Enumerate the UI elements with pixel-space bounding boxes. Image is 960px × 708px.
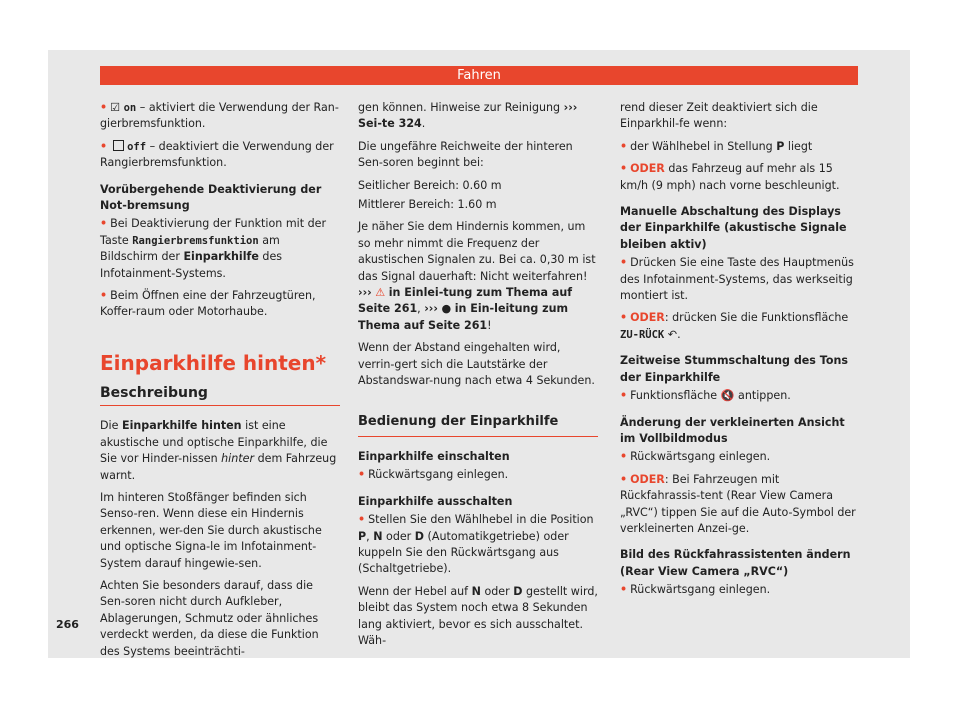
bullet: • ODER: drücken Sie die Funktionsfläche ZU-RÜCK ↶. [620,311,849,341]
paragraph: Je näher Sie dem Hindernis kommen, um so mehr nimmt die Frequenz der akustischen Signalen zu. Bei ca. 0,30 m ist das Signal dauerhaft: Nicht weiterfahren! ››› ⚠ in Einlei-tung zum Thema auf Seite 261, ››› ● in Ein-leitung zum Thema auf Seite 261! [358,220,596,332]
page-number: 266 [56,618,79,631]
paragraph: Seitlicher Bereich: 0.60 m [358,178,502,192]
heading-deactivation: Vorübergehende Deaktivierung der Not-bremsung [100,182,322,213]
info-circle-icon: ● [441,302,452,316]
paragraph: Die Einparkhilfe hinten ist eine akustische und optische Einparkhilfe, die Sie vor Hinder-nissen hinter dem Fahrzeug warnt. [100,419,337,482]
paragraph: Mittlerer Bereich: 1.60 m [358,198,497,212]
paragraph: Die ungefähre Reichweite der hinteren Sen-soren beginnt bei: [358,139,573,170]
column-3 [620,100,860,605]
bullet-doors: • Beim Öffnen eine der Fahrzeugtüren, Koffer-raum oder Motorhaube. [100,289,316,319]
bullet: • der Wählhebel in Stellung P liegt [620,139,813,153]
bullet: • ODER das Fahrzeug auf mehr als 15 km/h (9 mph) nach vorne beschleunigt. [620,162,840,192]
bullet: • Rückwärtsgang einlegen. [620,450,771,464]
section-header: Fahren [100,66,858,85]
checkbox-empty-icon [113,140,124,151]
column-1 [100,100,340,666]
page-reference-link[interactable]: ››› Sei-te 324 [358,101,578,131]
paragraph: Wenn der Hebel auf N oder D gestellt wird, bleibt das System noch etwa 8 Sekunden lang aktiviert, bevor es sich ausschaltet. Wäh- [358,584,598,647]
warning-triangle-icon: ⚠ [375,286,386,300]
bullet-on: • ☑ on – aktiviert die Verwendung der Ran-gierbremsfunktion. [100,101,339,131]
heading: Einparkhilfe einschalten [358,449,510,463]
mute-speaker-icon: 🔇 [720,389,735,403]
manual-page [48,50,910,658]
bullet-key: • Bei Deaktivierung der Funktion mit der Taste Rangierbremsfunktion am Bildschirm der Einparkhilfe des Infotainment-Systems. [100,217,327,280]
bullet-off: • off – deaktiviert die Verwendung der Rangierbremsfunktion. [100,139,334,170]
paragraph: Achten Sie besonders darauf, dass die Sen-soren nicht durch Aufkleber, Ablagerungen, Schmutz oder ähnliches verdeckt werden, da diese die Funktion des Systems beeinträchti- [100,578,319,658]
back-arrow-icon: ↶ [667,327,678,341]
paragraph: Im hinteren Stoßfänger befinden sich Senso-ren. Wenn diese ein Hindernis erkennen, wer-den Sie durch akustische und optische Signa-le im Infotainment-System darauf hingewie-sen. [100,490,322,570]
bullet: • ODER: Bei Fahrzeugen mit Rückfahrassis-tent (Rear View Camera „RVC“) tippen Sie auf die Auto-Symbol der verkleinerten Anzei-ge. [620,472,856,535]
heading: Zeitweise Stummschaltung des Tons der Einparkhilfe [620,354,848,384]
heading: Bild des Rückfahrassistenten ändern (Rear View Camera „RVC“) [620,548,851,578]
bullet: • Stellen Sie den Wählhebel in die Position P, N oder D (Automatikgetriebe) oder kuppeln Sie den Rückwärtsgang aus (Schaltgetriebe). [358,513,594,576]
heading: Einparkhilfe ausschalten [358,494,513,508]
paragraph: gen können. Hinweise zur Reinigung ››› Sei-te 324. [358,101,578,131]
section-title: Einparkhilfe hinten* [100,350,327,375]
bullet: • Rückwärtsgang einlegen. [358,468,509,482]
subsection-title: Bedienung der Einparkhilfe [358,404,598,437]
heading: Änderung der verkleinerten Ansicht im Vollbildmodus [620,415,845,445]
subsection-title: Beschreibung [100,385,340,406]
bullet: • Rückwärtsgang einlegen. [620,583,771,597]
heading: Manuelle Abschaltung des Displays der Einparkhilfe (akustische Signale bleiben aktiv) [620,205,847,251]
page-reference-link[interactable]: in Einlei-tung zum Thema auf Seite 261 [358,286,573,316]
checkbox-checked-icon: ☑ [110,101,121,114]
paragraph: Wenn der Abstand eingehalten wird, verrin-gert sich die Lautstärke der Abstandswar-nung nach etwa 4 Sekunden. [358,341,595,388]
column-2 [358,100,598,655]
bullet: • Funktionsfläche 🔇 antippen. [620,389,791,403]
page-reference-link[interactable]: in Ein-leitung zum Thema auf Seite 261 [358,302,569,332]
paragraph: rend dieser Zeit deaktiviert sich die Einparkhil-fe wenn: [620,101,818,131]
bullet: • Drücken Sie eine Taste des Hauptmenüs des Infotainment-Systems, das werkseitig montiert ist. [620,256,854,303]
